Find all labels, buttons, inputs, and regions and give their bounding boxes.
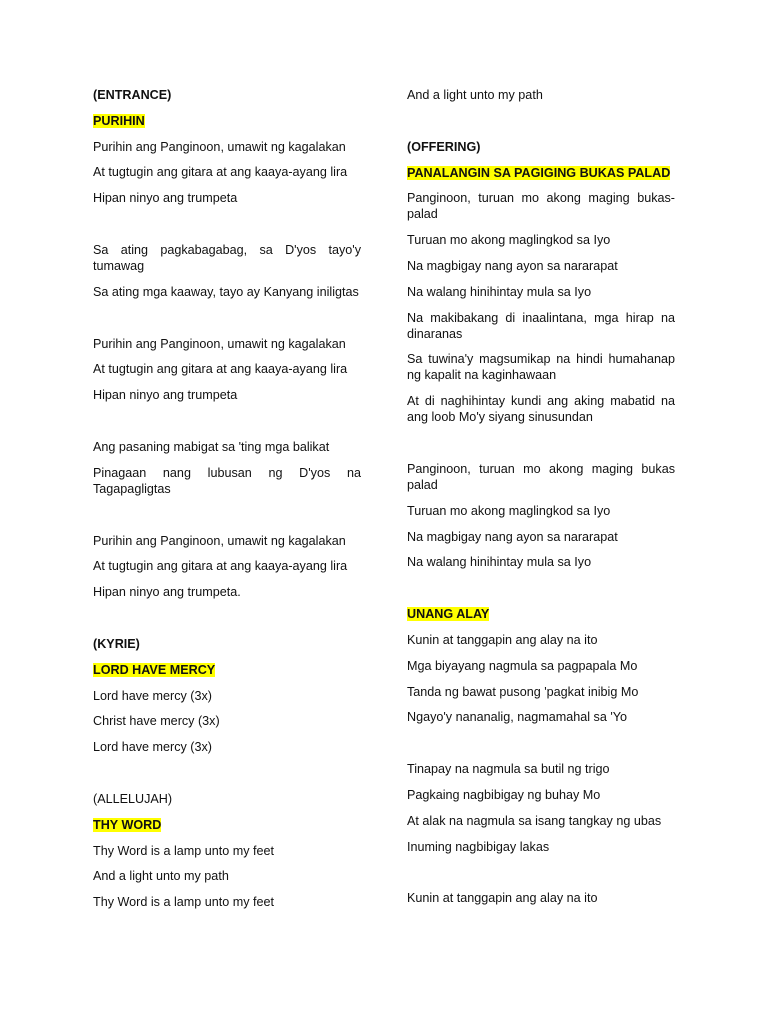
lyric-line: Ngayo'y nananalig, nagmamahal sa 'Yo [407, 710, 627, 725]
lyric-line: Hipan ninyo ang trumpeta [93, 388, 238, 403]
left-column [93, 87, 361, 920]
lyric-line: Purihin ang Panginoon, umawit ng kagalakan [93, 336, 346, 351]
lyric-line: Panginoon, turuan mo akong maging bukas palad [407, 461, 675, 492]
lyric-line: Na magbigay nang ayon sa nararapat [407, 529, 618, 544]
lyric-line: And a light unto my path [93, 869, 229, 884]
lyric-line: Lord have mercy (3x) [93, 688, 212, 703]
lyric-line: Na magbigay nang ayon sa nararapat [407, 258, 618, 273]
lyric-line: Mga biyayang nagmula sa pagpapala Mo [407, 658, 638, 673]
lyric-line: And a light unto my path [407, 88, 543, 102]
lyric-line: Pagkaing nagbibigay ng buhay Mo [407, 787, 601, 802]
song-title-thy-word: THY WORD [93, 817, 162, 832]
lyric-line: Ang pasaning mabigat sa 'ting mga balikat [93, 439, 330, 454]
lyric-line: Na makibakang di inaalintana, mga hirap na dinaranas [407, 310, 675, 341]
lyric-line: Turuan mo akong maglingkod sa Iyo [407, 503, 611, 518]
lyric-line: At di naghihintay kundi ang aking mabatid na ang loob Mo'y siyang sinusundan [407, 394, 675, 425]
lyric-line: Hipan ninyo ang trumpeta. [93, 585, 241, 600]
song-title-purihin: PURIHIN [93, 113, 145, 128]
lyric-line: Panginoon, turuan mo akong maging bukas-palad [407, 191, 675, 222]
lyric-line: At tugtugin ang gitara at ang kaaya-ayang lira [93, 559, 348, 574]
lyric-line: Na walang hinihintay mula sa Iyo [407, 284, 592, 299]
lyric-line: Tinapay na nagmula sa butil ng trigo [407, 762, 610, 777]
kyrie-label: (KYRIE) [93, 636, 140, 651]
lyric-line: Thy Word is a lamp unto my feet [93, 843, 275, 858]
lyric-line: Sa tuwina'y magsumikap na hindi humahanap ng kapalit na kaginhawaan [407, 352, 675, 383]
lyric-line: At tugtugin ang gitara at ang kaaya-ayang lira [93, 165, 348, 180]
lyric-line: Sa ating mga kaaway, tayo ay Kanyang iniligtas [93, 284, 359, 299]
lyric-line: Turuan mo akong maglingkod sa Iyo [407, 233, 611, 248]
song-title-panalangin: PANALANGIN SA PAGIGING BUKAS PALAD [407, 165, 671, 180]
alleluia-label: (ALLELUJAH) [93, 791, 173, 806]
lyric-line: Inuming nagbibigay lakas [407, 839, 550, 854]
lyric-line: Kunin at tanggapin ang alay na ito [407, 891, 598, 906]
right-column [407, 87, 675, 916]
lyric-line: Purihin ang Panginoon, umawit ng kagalakan [93, 139, 346, 154]
lyric-line: At alak na nagmula sa isang tangkay ng ubas [407, 813, 662, 828]
lyric-line: Sa ating pagkabagabag, sa D'yos tayo'y tumawag [93, 242, 361, 273]
song-title-lord-have-mercy: LORD HAVE MERCY [93, 662, 216, 677]
lyric-line: Christ have mercy (3x) [93, 714, 220, 729]
lyric-line: Lord have mercy (3x) [93, 740, 212, 755]
offering-label: (OFFERING) [407, 139, 481, 154]
lyric-line: At tugtugin ang gitara at ang kaaya-ayang lira [93, 362, 348, 377]
lyric-line: Hipan ninyo ang trumpeta [93, 191, 238, 206]
song-title-unang-alay: UNANG ALAY [407, 607, 490, 622]
lyric-line: Tanda ng bawat pusong 'pagkat inibig Mo [407, 684, 639, 699]
lyric-line: Pinagaan nang lubusan ng D'yos na Tagapagligtas [93, 465, 361, 496]
lyric-line: Kunin at tanggapin ang alay na ito [407, 632, 598, 647]
entrance-label: (ENTRANCE) [93, 88, 172, 102]
lyric-line: Na walang hinihintay mula sa Iyo [407, 555, 592, 570]
lyric-line: Thy Word is a lamp unto my feet [93, 895, 275, 910]
lyric-line: Purihin ang Panginoon, umawit ng kagalakan [93, 533, 346, 548]
